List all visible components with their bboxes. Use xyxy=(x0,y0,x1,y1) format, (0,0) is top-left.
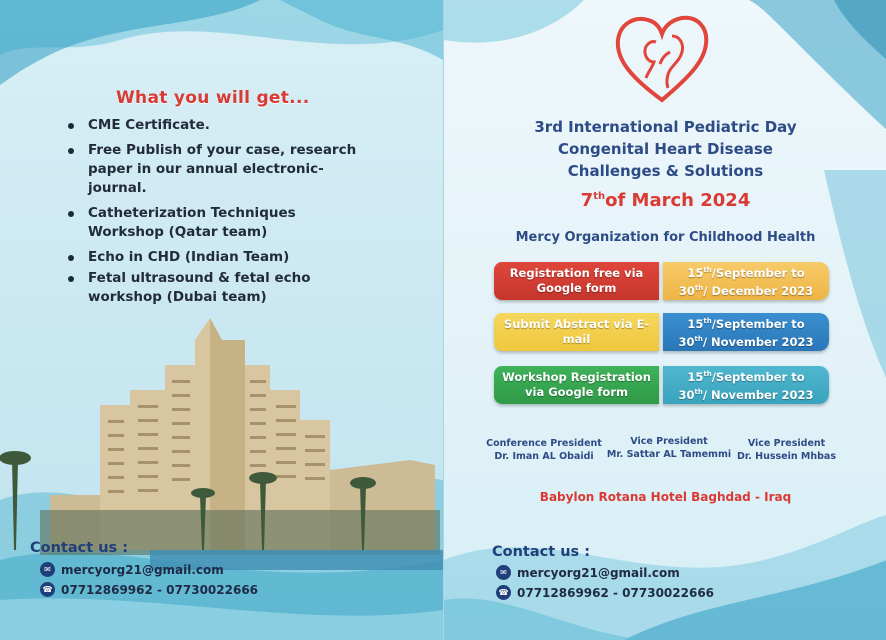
list-item xyxy=(66,248,376,267)
to-rest: / November 2023 xyxy=(702,334,814,349)
to-sup: th xyxy=(694,335,703,343)
organization-name: Mercy Organization for Childhood Health xyxy=(515,230,816,245)
to-day: 30 xyxy=(678,334,695,349)
schedule-dates-registration xyxy=(663,262,829,300)
schedule-dates-abstract xyxy=(663,313,829,351)
to-rest: / November 2023 xyxy=(702,387,814,402)
officer-name: Mr. Sattar AL Tamemmi xyxy=(606,449,732,460)
list-item xyxy=(66,116,376,135)
venue-text: Babylon Rotana Hotel Baghdad - Iraq xyxy=(539,490,792,504)
contact-email[interactable] xyxy=(496,565,680,580)
list-item xyxy=(66,204,376,242)
list-item xyxy=(66,141,376,198)
email-text: mercyorg21@gmail.com xyxy=(517,565,680,580)
event-subtitle: Congenital Heart Disease xyxy=(558,140,773,158)
bullet-icon xyxy=(68,211,74,217)
officer-conference-president xyxy=(484,437,604,463)
from-sup: th xyxy=(703,370,712,379)
benefits-title: What you will get... xyxy=(116,88,310,108)
contact-title: Contact us : xyxy=(30,540,129,556)
schedule-label-abstract: Submit Abstract via E-mail xyxy=(494,313,659,351)
email-icon: ✉ xyxy=(496,565,511,580)
benefit-text: Fetal ultrasound & fetal echo workshop (Dubai team) xyxy=(88,270,311,305)
email-text: mercyorg21@gmail.com xyxy=(61,562,224,577)
schedule-label-workshop: Workshop Registration via Google form xyxy=(494,366,659,404)
bullet-icon xyxy=(68,276,74,282)
to-sup: th xyxy=(694,388,703,396)
email-icon: ✉ xyxy=(40,562,55,577)
to-day: 30 xyxy=(678,387,695,402)
phone-text: 07712869962 - 07730022666 xyxy=(517,585,715,600)
officer-name: Dr. Hussein Mhbas xyxy=(736,451,836,462)
contact-phone[interactable] xyxy=(496,585,714,600)
officer-role: Vice President xyxy=(747,438,826,449)
to-sup: th xyxy=(694,284,704,292)
event-tagline: Challenges & Solutions xyxy=(567,162,764,180)
bullet-icon xyxy=(68,123,74,129)
date-suffix: th xyxy=(593,191,606,202)
phone-icon: ☎ xyxy=(40,582,55,597)
benefit-text: Catheterization Techniques Workshop (Qatar team) xyxy=(88,205,296,240)
officer-role: Vice President xyxy=(630,436,708,447)
from-rest: /September to xyxy=(711,317,805,331)
benefit-text: Free Publish of your case, research paper in our annual electronic-journal. xyxy=(88,142,357,196)
contact-phone[interactable] xyxy=(40,582,258,597)
phone-text: 07712869962 - 07730022666 xyxy=(61,582,259,597)
contact-title: Contact us : xyxy=(492,544,591,560)
to-rest: / December 2023 xyxy=(703,283,814,298)
from-day: 15 xyxy=(687,266,704,280)
officer-vice-president-2 xyxy=(734,437,839,463)
schedule-label-registration: Registration free via Google form xyxy=(494,262,659,300)
from-sup: th xyxy=(703,317,712,326)
benefits-list xyxy=(66,116,376,313)
event-date xyxy=(484,190,847,211)
from-sup: th xyxy=(703,266,712,275)
officer-role: Conference President xyxy=(486,438,602,449)
heart-mother-child-logo-icon xyxy=(612,12,712,106)
benefit-text: CME Certificate. xyxy=(88,117,210,133)
bullet-icon xyxy=(68,255,74,261)
date-rest: of March 2024 xyxy=(605,190,751,211)
phone-icon: ☎ xyxy=(496,585,511,600)
contact-email[interactable] xyxy=(40,562,224,577)
to-day: 30 xyxy=(678,283,695,298)
list-item xyxy=(66,269,376,307)
from-rest: /September to xyxy=(711,370,805,384)
schedule-dates-workshop xyxy=(663,366,829,404)
officer-vice-president-1 xyxy=(604,435,734,461)
date-day: 7 xyxy=(580,190,594,211)
hotel-building-image xyxy=(0,310,443,570)
event-heading xyxy=(484,116,847,182)
from-rest: /September to xyxy=(711,266,805,280)
benefit-text: Echo in CHD (Indian Team) xyxy=(88,249,290,265)
bullet-icon xyxy=(68,148,74,154)
officer-name: Dr. Iman AL Obaidi xyxy=(494,451,594,462)
from-day: 15 xyxy=(687,317,704,331)
right-panel xyxy=(443,0,886,640)
event-title: 3rd International Pediatric Day xyxy=(534,118,797,136)
from-day: 15 xyxy=(687,370,704,384)
